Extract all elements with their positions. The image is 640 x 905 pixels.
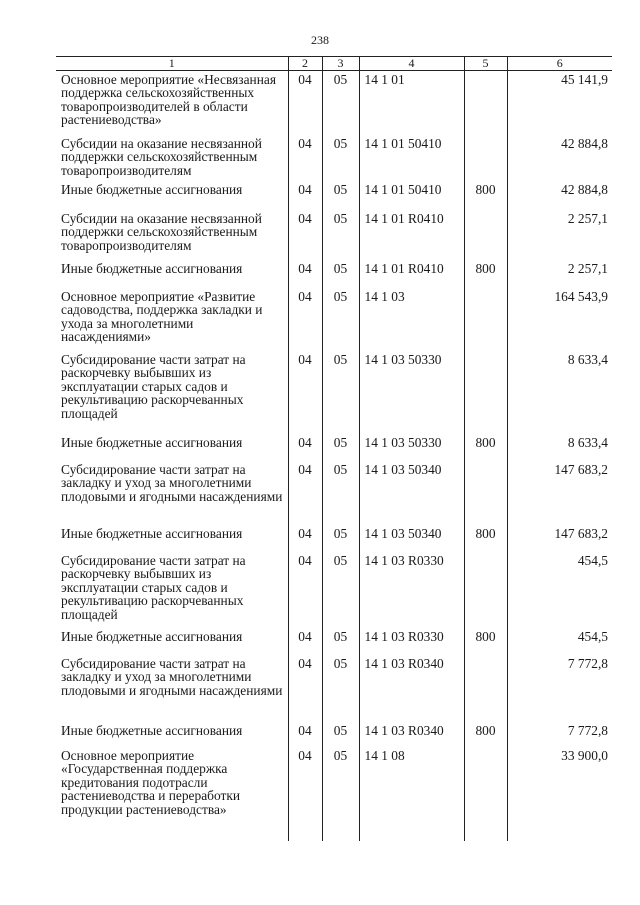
table-row (56, 463, 612, 527)
row-amount: 7 772,8 (507, 657, 612, 724)
table-row (56, 290, 612, 353)
row-expense-type: 800 (464, 630, 507, 657)
row-section: 04 (288, 554, 322, 630)
row-expense-type (464, 554, 507, 630)
row-target-code: 14 1 01 50410 (359, 183, 464, 212)
row-name: Иные бюджетные ассигнования (61, 723, 243, 738)
row-target-code: 14 1 01 (359, 71, 464, 138)
row-target-code: 14 1 03 R0340 (359, 657, 464, 724)
row-section: 04 (288, 463, 322, 527)
row-section: 04 (288, 290, 322, 353)
row-name: Субсидирование части затрат на закладку и уход за многолетними плодовыми и ягодными насаждениями (61, 656, 283, 698)
row-target-code: 14 1 03 R0330 (359, 554, 464, 630)
header-row (56, 57, 612, 71)
column-header-expense-type: 5 (464, 57, 507, 71)
column-header-name: 1 (56, 57, 288, 71)
row-amount: 2 257,1 (507, 262, 612, 290)
table-row (56, 749, 612, 841)
column-header-section: 2 (288, 57, 322, 71)
row-target-code: 14 1 01 R0410 (359, 212, 464, 262)
row-target-code: 14 1 01 R0410 (359, 262, 464, 290)
row-name: Субсидирование части затрат на закладку и уход за многолетними плодовыми и ягодными насаждениями (61, 462, 283, 504)
row-target-code: 14 1 01 50410 (359, 137, 464, 183)
row-target-code: 14 1 03 50330 (359, 436, 464, 463)
row-subsection: 05 (322, 630, 359, 657)
row-section: 04 (288, 436, 322, 463)
row-amount: 8 633,4 (507, 353, 612, 436)
row-name: Иные бюджетные ассигнования (61, 182, 243, 197)
page-number: 238 (311, 33, 329, 47)
row-expense-type: 800 (464, 724, 507, 749)
row-amount: 454,5 (507, 630, 612, 657)
row-amount: 147 683,2 (507, 463, 612, 527)
row-expense-type (464, 71, 507, 138)
row-name: Субсидирование части затрат на раскорчевку выбывших из эксплуатации старых садов и рекультивацию раскорчеванных площадей (61, 553, 246, 622)
row-expense-type (464, 657, 507, 724)
row-subsection: 05 (322, 137, 359, 183)
row-section: 04 (288, 212, 322, 262)
row-subsection: 05 (322, 290, 359, 353)
row-expense-type (464, 212, 507, 262)
row-expense-type: 800 (464, 436, 507, 463)
row-name: Основное мероприятие «Несвязанная поддержка сельскохозяйственных товаропроизводителей в области растениеводства» (61, 72, 276, 128)
row-subsection: 05 (322, 71, 359, 138)
row-target-code: 14 1 03 (359, 290, 464, 353)
row-target-code: 14 1 03 R0340 (359, 724, 464, 749)
row-subsection: 05 (322, 463, 359, 527)
table-row (56, 71, 612, 138)
row-subsection: 05 (322, 554, 359, 630)
row-subsection: 05 (322, 212, 359, 262)
row-amount: 147 683,2 (507, 527, 612, 554)
row-subsection: 05 (322, 724, 359, 749)
row-name: Иные бюджетные ассигнования (61, 526, 243, 541)
row-expense-type: 800 (464, 527, 507, 554)
row-target-code: 14 1 03 R0330 (359, 630, 464, 657)
row-amount: 7 772,8 (507, 724, 612, 749)
row-amount: 8 633,4 (507, 436, 612, 463)
table-row (56, 527, 612, 554)
table-row (56, 183, 612, 212)
budget-table (56, 56, 612, 841)
row-expense-type (464, 749, 507, 841)
column-header-amount: 6 (507, 57, 612, 71)
row-subsection: 05 (322, 262, 359, 290)
row-section: 04 (288, 724, 322, 749)
row-name: Иные бюджетные ассигнования (61, 435, 243, 450)
row-subsection: 05 (322, 749, 359, 841)
row-subsection: 05 (322, 436, 359, 463)
table-row (56, 554, 612, 630)
row-expense-type (464, 137, 507, 183)
row-section: 04 (288, 657, 322, 724)
row-section: 04 (288, 630, 322, 657)
row-name: Иные бюджетные ассигнования (61, 629, 243, 644)
table-row (56, 262, 612, 290)
row-expense-type (464, 290, 507, 353)
row-target-code: 14 1 03 50340 (359, 463, 464, 527)
table-row (56, 212, 612, 262)
row-expense-type (464, 463, 507, 527)
table-row (56, 137, 612, 183)
table-row (56, 353, 612, 436)
row-target-code: 14 1 03 50330 (359, 353, 464, 436)
table-row (56, 630, 612, 657)
row-section: 04 (288, 262, 322, 290)
row-name: Субсидирование части затрат на раскорчевку выбывших из эксплуатации старых садов и рекультивацию раскорчеванных площадей (61, 352, 246, 421)
row-section: 04 (288, 183, 322, 212)
row-subsection: 05 (322, 353, 359, 436)
column-header-subsection: 3 (322, 57, 359, 71)
row-amount: 42 884,8 (507, 137, 612, 183)
column-header-target-code: 4 (359, 57, 464, 71)
row-target-code: 14 1 08 (359, 749, 464, 841)
row-name: Субсидии на оказание несвязанной поддержки сельскохозяйственным товаропроизводителям (61, 211, 262, 253)
row-section: 04 (288, 353, 322, 436)
row-amount: 33 900,0 (507, 749, 612, 841)
row-name: Субсидии на оказание несвязанной поддержки сельскохозяйственным товаропроизводителям (61, 136, 262, 178)
row-amount: 2 257,1 (507, 212, 612, 262)
row-subsection: 05 (322, 527, 359, 554)
row-expense-type (464, 353, 507, 436)
row-expense-type: 800 (464, 183, 507, 212)
row-name: Иные бюджетные ассигнования (61, 261, 243, 276)
table-row (56, 724, 612, 749)
row-section: 04 (288, 749, 322, 841)
row-expense-type: 800 (464, 262, 507, 290)
row-section: 04 (288, 71, 322, 138)
row-name: Основное мероприятие «Государственная поддержка кредитования подотрасли растениеводства и переработки продукции растениеводства» (61, 748, 240, 817)
row-target-code: 14 1 03 50340 (359, 527, 464, 554)
row-section: 04 (288, 137, 322, 183)
row-amount: 164 543,9 (507, 290, 612, 353)
row-section: 04 (288, 527, 322, 554)
row-amount: 454,5 (507, 554, 612, 630)
row-amount: 42 884,8 (507, 183, 612, 212)
table-row (56, 657, 612, 724)
table-row (56, 436, 612, 463)
row-name: Основное мероприятие «Развитие садоводства, поддержка закладки и ухода за многолетними насаждениями» (61, 289, 263, 345)
row-subsection: 05 (322, 183, 359, 212)
row-amount: 45 141,9 (507, 71, 612, 138)
row-subsection: 05 (322, 657, 359, 724)
